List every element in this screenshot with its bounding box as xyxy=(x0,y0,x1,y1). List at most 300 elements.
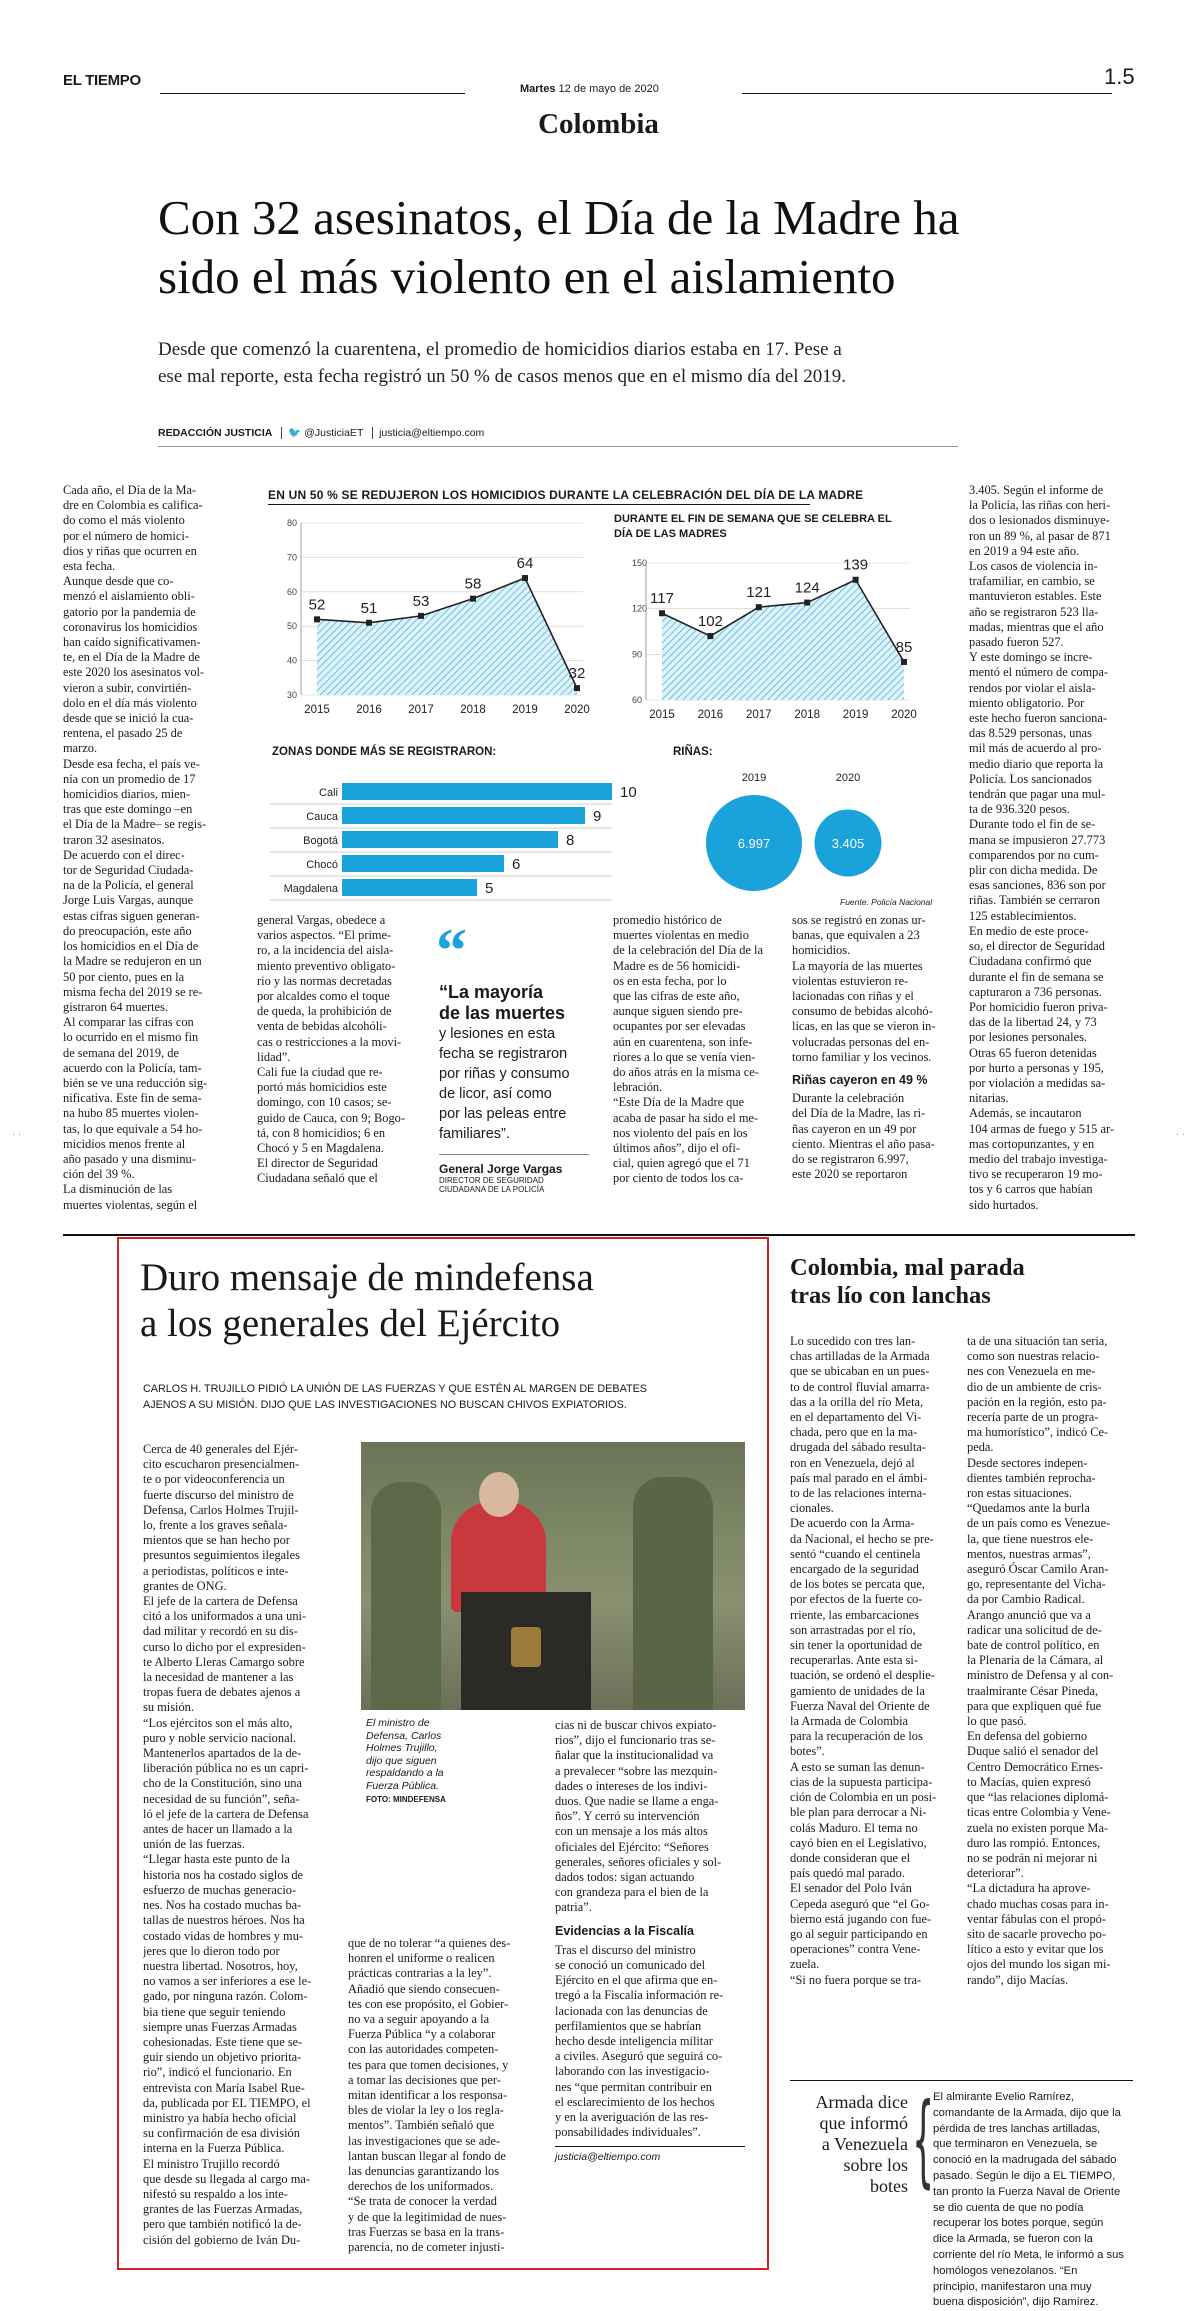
text-line: Madre es de 56 homicidi- xyxy=(613,958,741,973)
issue-date xyxy=(520,83,659,95)
sidebar-text-body xyxy=(933,2090,1133,2311)
text-line: Por homicidio fueron priva- xyxy=(969,999,1108,1014)
text-line: na hubo 85 muertes violen- xyxy=(63,1106,199,1121)
text-line: las investigaciones que se ade- xyxy=(348,2133,501,2148)
text-line: mientos que se han hecho por xyxy=(143,1533,290,1548)
text-line: ble plan para derrocar a Ni- xyxy=(790,1805,927,1820)
photo-credit: FOTO: MINDEFENSA xyxy=(366,1795,446,1804)
text-line: sos se registró en zonas ur- xyxy=(792,913,926,927)
text-line: ticas entre Colombia y Vene- xyxy=(967,1805,1111,1820)
page-number: 1.5 xyxy=(1104,64,1135,89)
sidebar-line: conoció en la madrugada del sábado xyxy=(933,2154,1117,2167)
text-line: guir siendo un objetivo priorita- xyxy=(143,2050,302,2065)
text-line: Cali fue la ciudad que re- xyxy=(257,1065,383,1080)
data-label: 102 xyxy=(697,613,723,631)
caption-line: El ministro de xyxy=(366,1717,430,1729)
data-label: 58 xyxy=(464,575,482,593)
text-line: riores a lo que se venía vien- xyxy=(613,1049,756,1064)
main-col-1 xyxy=(63,483,230,1213)
text-line: El ministro Trujillo recordó xyxy=(143,2156,280,2171)
text-line: ñalar que la institucionalidad va xyxy=(555,1748,714,1763)
fold-mark-right: · · xyxy=(1176,1130,1186,1141)
text-line: siempre unas Fuerzas Armadas xyxy=(143,2019,297,2034)
text-line: la, que tiene nuestros ele- xyxy=(967,1531,1094,1546)
text-line: de los botes se percata que, xyxy=(790,1577,925,1592)
text-line: Desde esa fecha, el país ve- xyxy=(63,756,200,771)
lanchas-col-2-text xyxy=(967,1334,1133,1988)
text-line: Chocó y 5 en Magdalena. xyxy=(257,1141,384,1156)
text-line: Durante la celebración xyxy=(792,1091,905,1106)
text-line: coronavirus los homicidios xyxy=(63,619,198,634)
masthead-rule-left xyxy=(160,93,465,94)
text-line: grantes de las Fuerzas Armadas, xyxy=(143,2202,303,2217)
main-col-1-text xyxy=(63,483,230,1213)
text-line: últimos años”, dijo el ofi- xyxy=(613,1141,740,1156)
issue-date-day: Martes xyxy=(520,83,556,95)
text-line: go al seguir participando en xyxy=(790,1926,928,1941)
bubble-year-label: 2019 xyxy=(741,772,767,784)
text-line: lantan buscan llegar al fondo de xyxy=(348,2148,506,2163)
bar-value-label: 9 xyxy=(593,808,602,825)
text-line: promedio histórico de xyxy=(613,913,722,927)
quote-line: por las peleas entre xyxy=(439,1106,567,1122)
text-line: nes con Venezuela en me- xyxy=(967,1364,1096,1379)
text-line: año se registraron 523 lla- xyxy=(969,604,1099,619)
chart2-title xyxy=(614,512,892,542)
homicides-chart xyxy=(255,505,610,725)
x-tick-label: 2017 xyxy=(408,704,434,716)
text-line: se conoció un comunicado del xyxy=(555,1958,706,1973)
text-line: mitan identificar a los responsa- xyxy=(348,2088,507,2103)
text-line: tes con ese propósito, el Gobier- xyxy=(348,1996,509,2011)
text-line: sito de sacarle provecho po- xyxy=(967,1926,1106,1941)
text-line: la Policía, las riñas con heri- xyxy=(969,498,1111,513)
bar xyxy=(342,783,612,800)
text-line: cayó bien en el Legislativo, xyxy=(790,1835,927,1850)
quote-author: General Jorge Vargas xyxy=(439,1162,563,1176)
mindefensa-col-3a-text xyxy=(555,1718,745,1916)
data-label: 32 xyxy=(568,665,586,683)
text-line: en el departamento del Vi- xyxy=(790,1410,922,1425)
text-line: tropas fuera de debates ajenos a xyxy=(143,1685,301,1700)
x-tick-label: 2016 xyxy=(356,704,382,716)
quote-role-2: CIUDADANA DE LA POLICÍA xyxy=(439,1185,545,1194)
fold-mark-left: · · xyxy=(12,1130,22,1141)
mindefensa-lead-line-2: AJENOS A SU MISIÓN. DIJO QUE LAS INVESTIGACIONES NO BUSCAN CHIVOS EXPIATORIOS. xyxy=(143,1399,627,1411)
text-line: Cerca de 40 generales del Ejér- xyxy=(143,1442,298,1456)
text-line: banas, que equivalen a 23 xyxy=(792,928,920,943)
text-line: Arango anunció que va a xyxy=(967,1607,1091,1622)
data-point xyxy=(574,685,580,691)
text-line: plir con dicha medida. De xyxy=(969,863,1098,878)
text-line: su confirmación de esa división xyxy=(143,2126,300,2141)
text-line: da por Cambio Radical. xyxy=(967,1592,1085,1607)
text-line: durante el fin de semana se xyxy=(969,969,1104,984)
text-line: do años atrás en la misma ce- xyxy=(613,1065,759,1080)
text-line: nitarias. xyxy=(969,1091,1009,1106)
bar-value-label: 5 xyxy=(485,880,494,897)
text-line: liberación pública no es un capri- xyxy=(143,1761,309,1776)
text-line: ron estas situaciones. xyxy=(967,1486,1072,1501)
text-line: sentó “cuando el centinela xyxy=(790,1546,921,1561)
text-line: Otras 65 fueron detenidas xyxy=(969,1045,1097,1060)
series-area xyxy=(662,580,904,700)
bar-category-label: Bogotá xyxy=(303,835,338,847)
text-line: os en esta fecha, por lo xyxy=(613,973,727,988)
data-point xyxy=(522,575,528,581)
text-line: tendrán que pagar una mul- xyxy=(969,787,1106,802)
text-line: drugada del sábado resulta- xyxy=(790,1440,926,1455)
text-line: antes de hacer un llamado a la xyxy=(143,1822,293,1837)
y-tick-label: 80 xyxy=(287,518,298,528)
text-line: Aunque desde que co- xyxy=(63,574,174,589)
mindefensa-col-3 xyxy=(555,1718,745,2166)
mindefensa-col-3b-text xyxy=(555,1943,745,2141)
text-line: Fuerza Naval del Oriente de xyxy=(790,1698,930,1713)
text-line: y en la averiguación de las res- xyxy=(555,2110,709,2125)
sidebar-text xyxy=(933,2090,1133,2311)
sidebar-rule xyxy=(790,2080,1133,2081)
text-line: por ciento de todos los ca- xyxy=(613,1171,744,1186)
text-line: la Armada de Colombia xyxy=(790,1714,909,1729)
text-line: te o por videoconferencia un xyxy=(143,1472,285,1487)
text-line: do preocupación, este año xyxy=(63,923,192,938)
text-line: lidad”. xyxy=(257,1049,291,1064)
sidebar-line: tan pronto la Fuerza Naval de Oriente xyxy=(933,2185,1121,2198)
text-line: mantuvieron estables. Este xyxy=(969,589,1102,604)
y-tick-label: 150 xyxy=(632,558,648,568)
text-line: Fuerza Pública “y a colaborar xyxy=(348,2027,496,2042)
text-line: del Día de la Madre, las ri- xyxy=(792,1106,926,1121)
text-line: Jorge Luis Vargas, aunque xyxy=(63,893,194,908)
text-line: para la recuperación de los xyxy=(790,1729,923,1744)
lanchas-col-2 xyxy=(967,1334,1133,1988)
section-divider xyxy=(63,1234,1135,1236)
text-line: rriente, las embarcaciones xyxy=(790,1607,920,1622)
text-line: misma fecha del 2019 se re- xyxy=(63,984,203,999)
text-line: miento obligatorio. Por xyxy=(969,695,1085,710)
text-line: gistraron 64 muertes. xyxy=(63,999,168,1014)
text-line: Centro Democrático Ernes- xyxy=(967,1759,1104,1774)
text-line: que desde su llegada al cargo ma- xyxy=(143,2171,310,2186)
text-line: por alcaldes como el toque xyxy=(257,989,390,1004)
byline-rule xyxy=(158,446,958,447)
text-line: ma humorístico”, indicó Ce- xyxy=(967,1425,1109,1440)
text-line: traron 32 asesinatos. xyxy=(63,832,165,847)
text-line: la Plenaria de la Cámara, al xyxy=(967,1653,1104,1668)
text-line: dientes también reprocha- xyxy=(967,1470,1096,1485)
text-line: ventar fábulas con el propó- xyxy=(967,1911,1106,1926)
chart4-title: RIÑAS: xyxy=(673,746,713,758)
text-line: De acuerdo con el direc- xyxy=(63,847,185,862)
zones-chart xyxy=(270,775,640,905)
data-label: 53 xyxy=(412,592,430,610)
text-line: por hurto a personas y 195, xyxy=(969,1060,1104,1075)
main-headline xyxy=(158,188,959,306)
text-line: venta de bebidas alcohóli- xyxy=(257,1019,387,1034)
text-line: costado vidas de hombres y mu- xyxy=(143,1928,304,1943)
text-line: dados todos: sigan actuando xyxy=(555,1870,695,1885)
lanchas-headline xyxy=(790,1254,1025,1310)
data-point xyxy=(901,659,907,665)
y-tick-label: 60 xyxy=(632,695,643,705)
y-tick-label: 40 xyxy=(287,655,298,666)
data-point xyxy=(804,600,810,606)
text-line: mentos”. También señaló que xyxy=(348,2118,495,2133)
rinas-chart xyxy=(680,765,920,905)
minister-photo xyxy=(361,1442,745,1710)
text-line: bierno está jugando con fue- xyxy=(790,1911,932,1926)
byline-email[interactable]: justicia@eltiempo.com xyxy=(379,427,485,439)
bar-value-label: 10 xyxy=(620,784,637,801)
chart-source: Fuente: Policía Nacional xyxy=(840,897,933,907)
text-line: cho de la Constitución, sino una xyxy=(143,1776,302,1791)
text-line: las denuncias garantizando los xyxy=(348,2164,500,2179)
text-line: to Macías, quien expresó xyxy=(967,1774,1091,1789)
text-line: pero que también notificó la de- xyxy=(143,2217,302,2232)
main-col-5-text xyxy=(969,483,1135,1213)
text-line: menzó el aislamiento obli- xyxy=(63,589,195,604)
text-line: Tras el discurso del ministro xyxy=(555,1942,696,1957)
bar-category-label: Magdalena xyxy=(283,883,338,895)
text-line: ron en Venezuela, dejó al xyxy=(790,1455,915,1470)
text-line: acaba de pasar ha sido el me- xyxy=(613,1110,759,1125)
text-line: derechos de los uniformados. xyxy=(348,2179,494,2194)
text-line: lacionada con las denuncias de xyxy=(555,2003,708,2018)
sidebar-head xyxy=(782,2092,908,2197)
text-line: 125 establecimientos. xyxy=(969,908,1077,923)
text-line: sido hurtados. xyxy=(969,1197,1039,1212)
text-line: capturaron a 736 personas. xyxy=(969,984,1102,999)
data-label: 139 xyxy=(843,556,869,574)
text-line: como son nuestras relacio- xyxy=(967,1349,1100,1364)
text-line: “Los ejércitos son el más alto, xyxy=(143,1715,293,1730)
text-line: ló el jefe de la cartera de Defensa xyxy=(143,1806,309,1821)
text-line: lo ocurrido en el mismo fin xyxy=(63,1030,199,1045)
text-line: te Alberto Lleras Camargo sobre xyxy=(143,1654,305,1669)
text-line: cias de la supuesta participa- xyxy=(790,1774,933,1789)
chart2-title-line-1: DURANTE EL FIN DE SEMANA QUE SE CELEBRA EL xyxy=(614,513,892,525)
quote-line: y lesiones en esta xyxy=(439,1026,556,1042)
text-line: lo que pasó. xyxy=(967,1714,1027,1729)
text-line: gamiento de unidades de la xyxy=(790,1683,925,1698)
text-line: nes “que permitan contribuir en xyxy=(555,2079,712,2094)
masthead-rule-right xyxy=(742,93,1112,94)
x-tick-label: 2015 xyxy=(649,709,675,721)
text-line: aseguró Óscar Camilo Aran- xyxy=(967,1562,1109,1577)
text-line: de la celebración del Día de la xyxy=(613,943,763,958)
text-line: jeres que lo dieron todo por xyxy=(143,1943,280,1958)
text-line: botes”. xyxy=(790,1744,825,1759)
text-line: ocupantes por ser elevadas xyxy=(613,1019,746,1034)
text-line: tas, lo que equivale a 54 ho- xyxy=(63,1121,203,1136)
text-line: da, publicada por EL TIEMPO, el xyxy=(143,2095,311,2110)
x-tick-label: 2020 xyxy=(564,704,590,716)
text-line: ponsabilidades individuales”. xyxy=(555,2125,701,2140)
mindefensa-lead-line-1: CARLOS H. TRUJILLO PIDIÓ LA UNIÓN DE LAS FUERZAS Y QUE ESTÉN AL MARGEN DE DEBATES xyxy=(143,1383,647,1395)
mindefensa-col-1 xyxy=(143,1442,333,2248)
text-line: de un país como es Venezue- xyxy=(967,1516,1111,1531)
text-line: cial, quien agregó que el 71 xyxy=(613,1156,750,1171)
text-line: esas sanciones, 836 son por xyxy=(969,878,1106,893)
text-line: mana se impusieron 27.773 xyxy=(969,832,1106,847)
text-line: dad militar y recordó en su dis- xyxy=(143,1624,298,1639)
main-col-4 xyxy=(792,913,959,1182)
sidebar-line: principio, manifestaron una muy xyxy=(933,2280,1092,2293)
text-line: estas cifras siguen generan- xyxy=(63,908,200,923)
data-label: 124 xyxy=(794,579,820,597)
lanchas-col-1 xyxy=(790,1334,955,1988)
text-line: La disminución de las xyxy=(63,1182,173,1197)
data-label: 121 xyxy=(746,584,772,602)
x-tick-label: 2019 xyxy=(512,704,538,716)
main-col-5 xyxy=(969,483,1135,1213)
twitter-handle[interactable]: @JusticiaET xyxy=(304,427,364,439)
mindefensa-email[interactable]: justicia@eltiempo.com xyxy=(555,2151,661,2164)
sidebar-head-line: a Venezuela xyxy=(821,2134,908,2154)
text-line: Ciudadana señaló que el xyxy=(257,1171,378,1186)
text-line: de semana del 2019, de xyxy=(63,1045,179,1060)
sidebar-head-text xyxy=(782,2092,908,2197)
soldier-figure-2 xyxy=(633,1477,713,1710)
text-line: deteriorar”. xyxy=(967,1866,1024,1881)
text-line: 3.405. Según el informe de xyxy=(969,483,1104,497)
sidebar-head-line: sobre los xyxy=(843,2155,908,2175)
text-line: a civiles. Aseguró que seguirá co- xyxy=(555,2049,723,2064)
text-line: Ciudadana confirmó que xyxy=(969,954,1092,969)
sidebar-line: El almirante Evelio Ramírez, xyxy=(933,2091,1075,2103)
text-line: lacionadas con riñas y el xyxy=(792,989,914,1004)
data-point xyxy=(418,613,424,619)
text-line: este 2020 los asesinatos vol- xyxy=(63,665,205,680)
x-tick-label: 2019 xyxy=(842,709,869,721)
text-line: El director de Seguridad xyxy=(257,1156,378,1171)
text-line: por efectos de la fuerte co- xyxy=(790,1592,923,1607)
soldier-figure-1 xyxy=(371,1482,441,1710)
text-line: historia nos ha costado siglos de xyxy=(143,1867,304,1882)
main-col-4b-text xyxy=(792,1091,959,1182)
text-line: recería parte de un progra- xyxy=(967,1410,1099,1425)
sidebar-line: comandante de la Armada, dijo que la xyxy=(933,2106,1121,2119)
text-line: rios”, dijo el funcionario tras se- xyxy=(555,1733,716,1748)
data-point xyxy=(707,633,713,639)
text-line: dio de un ambiente de cris- xyxy=(967,1379,1102,1394)
text-line: ción del 39 %. xyxy=(63,1167,135,1182)
text-line: por violación a medidas sa- xyxy=(969,1075,1106,1090)
sidebar-line: homólogos venezolanos. “En xyxy=(933,2264,1078,2277)
bar xyxy=(342,807,585,824)
y-tick-label: 70 xyxy=(287,552,298,563)
bar xyxy=(342,855,504,872)
data-point xyxy=(470,596,476,602)
text-line: este hecho fueron sanciona- xyxy=(969,711,1107,726)
text-line: cohesionadas. Este tiene que se- xyxy=(143,2034,303,2049)
text-line: mentos, nuestras armas”, xyxy=(967,1546,1091,1561)
text-line: recuperarlas. Ante esta si- xyxy=(790,1653,918,1668)
text-line: consumo de bebidas alcohó- xyxy=(792,1004,933,1019)
text-line: hecho desde inteligencia militar xyxy=(555,2034,713,2049)
text-line: peda. xyxy=(967,1440,994,1455)
text-line: esfuerzo de muchas generacio- xyxy=(143,1882,297,1897)
text-line: lebración. xyxy=(613,1080,663,1095)
text-line: colás Maduro. El tema no xyxy=(790,1820,918,1835)
text-line: guido de Cauca, con 9; Bogo- xyxy=(257,1110,405,1125)
text-line: con un mensaje a los más altos xyxy=(555,1824,708,1839)
text-line: Ejército en el que afirma que en- xyxy=(555,1973,718,1988)
text-line: nía con un promedio de 17 xyxy=(63,771,196,786)
text-line: De acuerdo con la Arma- xyxy=(790,1516,915,1531)
data-label: 117 xyxy=(650,590,674,608)
mindefensa-col-2-text xyxy=(348,1936,538,2255)
text-line: nes. Nos ha costado muchas ba- xyxy=(143,1898,302,1913)
x-tick-label: 2017 xyxy=(746,709,772,721)
brand-logo: EL TIEMPO xyxy=(63,72,141,89)
text-line: por el número de homici- xyxy=(63,528,189,543)
lanchas-col-1-text xyxy=(790,1334,955,1988)
caption-line: dijo que siguen xyxy=(366,1754,437,1767)
text-line: los homicidios en el Día de xyxy=(63,939,199,954)
bar xyxy=(342,831,558,848)
text-line: traalmirante César Pineda, xyxy=(967,1683,1099,1698)
data-label: 85 xyxy=(895,638,913,656)
text-line: “Se trata de conocer la verdad xyxy=(348,2194,497,2209)
text-line: tá, con 8 homicidios; 6 en xyxy=(257,1125,386,1140)
text-line: no se podrán ni mejorar ni xyxy=(967,1850,1098,1865)
text-line: bles de violar la ley o los regla- xyxy=(348,2103,504,2118)
text-line: prácticas contrarias a la ley”. xyxy=(348,1966,492,1981)
text-line: la Madre se redujeron en un xyxy=(63,954,202,969)
text-line: general Vargas, obedece a xyxy=(257,913,386,927)
text-line: en 2019 a 94 este año. xyxy=(969,543,1080,558)
weekend-chart xyxy=(608,548,938,725)
text-line: 50 por ciento, pues en la xyxy=(63,969,185,984)
text-line: gado, por ninguna razón. Colom- xyxy=(143,1989,308,2004)
text-line: acuerdo con la Policía, tam- xyxy=(63,1060,202,1075)
mindefensa-headline-line-1: Duro mensaje de mindefensa xyxy=(140,1256,594,1299)
text-line: tuación, se ordenó el desplie- xyxy=(790,1668,935,1683)
text-line: puro y noble servicio nacional. xyxy=(143,1730,297,1745)
text-line: ños”. Y cerró su intervención xyxy=(555,1809,700,1824)
text-line: sin tener la oportunidad de xyxy=(790,1638,923,1653)
caption-line: Fuerza Pública. xyxy=(366,1779,439,1792)
sidebar-line: pasado. Según le dijo a EL TIEMPO, xyxy=(933,2169,1116,2182)
series-area xyxy=(317,575,577,695)
text-line: unión de las fuerzas. xyxy=(143,1837,245,1852)
lanchas-headline-line-2: tras lío con lanchas xyxy=(790,1282,991,1309)
text-line: to de control fluvial amarra- xyxy=(790,1379,930,1394)
bubble-value-label: 3.405 xyxy=(831,836,865,851)
text-line: Duque salió el senador del xyxy=(967,1744,1099,1759)
pull-quote-bold-1: “La mayoría xyxy=(439,982,544,1002)
data-point xyxy=(659,610,665,616)
text-line: Lo sucedido con tres lan- xyxy=(790,1334,916,1348)
text-line: ñas cayeron en un 49 por xyxy=(792,1121,917,1136)
mindefensa-headline-line-2: a los generales del Ejército xyxy=(140,1302,561,1345)
data-label: 64 xyxy=(516,555,534,573)
bar-category-label: Cali xyxy=(319,787,338,799)
main-headline-line-1: Con 32 asesinatos, el Día de la Madre ha xyxy=(158,190,960,245)
x-tick-label: 2018 xyxy=(460,704,486,716)
chart3-title: ZONAS DONDE MÁS SE REGISTRARON: xyxy=(272,746,497,758)
text-line: chada, pero que en la ma- xyxy=(790,1425,918,1440)
data-point xyxy=(314,616,320,622)
text-line: varios aspectos. “El prime- xyxy=(257,928,392,943)
caption-line: Defensa, Carlos xyxy=(366,1729,442,1742)
text-line: madas, mientras que el año xyxy=(969,619,1104,634)
text-line: que “las relaciones diplomá- xyxy=(967,1790,1109,1805)
text-line: Además, se incautaron xyxy=(969,1106,1082,1121)
text-line: el Día de la Madre– se regis- xyxy=(63,817,207,832)
